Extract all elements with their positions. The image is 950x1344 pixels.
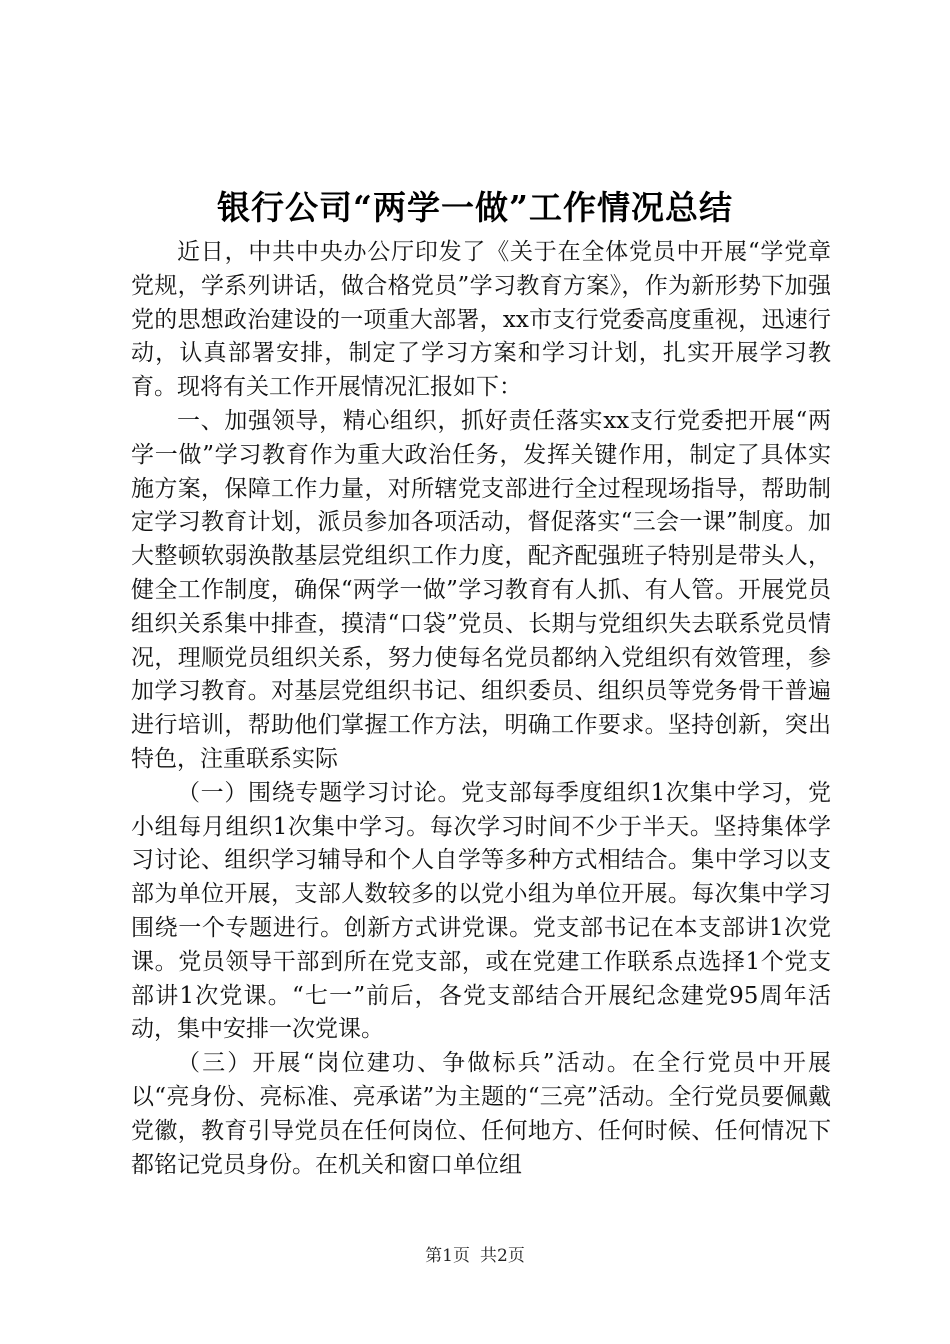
paragraph-section-1: 一、加强领导，精心组织，抓好责任落实xx支行党委把开展“两学一做”学习教育作为重大政治任务，发挥关键作用，制定了具体实施方案，保障工作力量，对所辖党支部进行全过程现场指导，帮助制定学习教育计划，派员参加各项活动，督促落实“三会一课”制度。加大整顿软弱涣散基层党组织工作力度，配齐配强班子特别是带头人，健全工作制度，确保“两学一做”学习教育有人抓、有人管。开展党员组织关系集中排查，摸清“口袋”党员、长期与党组织失去联系党员情况，理顺党员组织关系，努力使每名党员都纳入党组织有效管理，参加学习教育。对基层党组织书记、组织委员、组织员等党务骨干普遍进行培训，帮助他们掌握工作方法，明确工作要求。坚持创新，突出特色，注重联系实际	[131, 407, 831, 772]
page-total: 共2页	[480, 1246, 525, 1266]
page-footer	[0, 1244, 950, 1268]
paragraph-subsection-1: （一）围绕专题学习讨论。党支部每季度组织1次集中学习，党小组每月组织1次集中学习。每次学习时间不少于半天。坚持集体学习讨论、组织学习辅导和个人自学等多种方式相结合。集中学习以支部为单位开展，支部人数较多的以党小组为单位开展。每次集中学习围绕一个专题进行。创新方式讲党课。党支部书记在本支部讲1次党课。党员领导干部到所在党支部，或在党建工作联系点选择1个党支部讲1次党课。“七一”前后，各党支部结合开展纪念建党95周年活动，集中安排一次党课。	[131, 779, 831, 1043]
page-number: 第1页	[425, 1246, 470, 1266]
paragraph-subsection-3: （三）开展“岗位建功、争做标兵”活动。在全行党员中开展以“亮身份、亮标准、亮承诺”为主题的“三亮”活动。全行党员要佩戴党徽，教育引导党员在任何岗位、任何地方、任何时候、任何情况下都铭记党员身份。在机关和窗口单位组	[131, 1050, 831, 1178]
document-body	[131, 236, 831, 1182]
document-title: 银行公司“两学一做”工作情况总结	[217, 188, 733, 227]
paragraph-intro: 近日，中共中央办公厅印发了《关于在全体党员中开展“学党章党规，学系列讲话，做合格党员”学习教育方案》，作为新形势下加强党的思想政治建设的一项重大部署，xx市支行党委高度重视，迅速行动，认真部署安排，制定了学习方案和学习计划，扎实开展学习教育。现将有关工作开展情况汇报如下：	[131, 239, 831, 401]
